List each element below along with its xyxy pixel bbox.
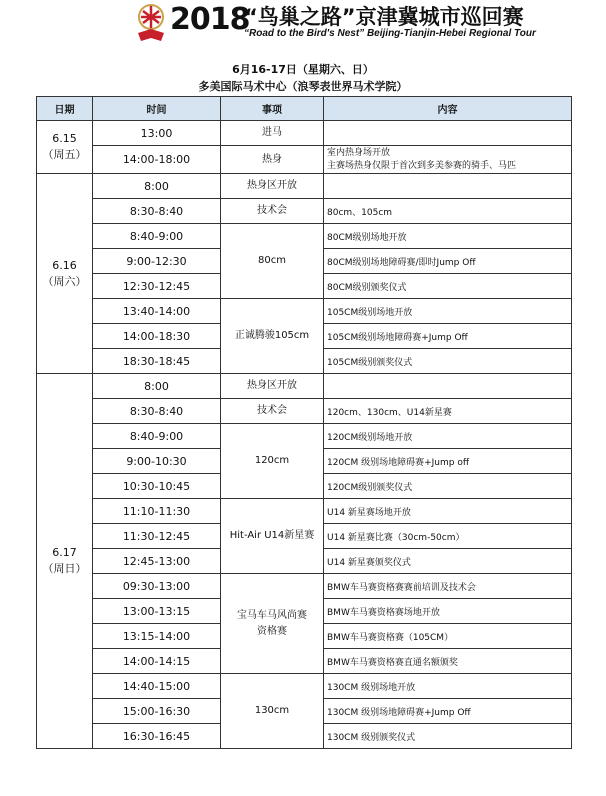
table-row	[37, 399, 572, 424]
day-cell	[37, 174, 93, 374]
table-header-row	[37, 97, 572, 121]
time-cell: 15:00-16:30	[93, 699, 221, 724]
time-cell: 8:40-9:00	[93, 424, 221, 449]
time-cell: 8:30-8:40	[93, 399, 221, 424]
content-cell: 80CM级别颁奖仪式	[324, 274, 572, 299]
day-cell	[37, 374, 93, 749]
event-cell: 技术会	[221, 399, 324, 424]
time-cell: 14:40-15:00	[93, 674, 221, 699]
content-cell: 105CM级别场地开放	[324, 299, 572, 324]
content-line: 室内热身场开放	[327, 147, 391, 158]
content-cell: BMW车马赛资格赛直通名额颁奖	[324, 649, 572, 674]
event-cell: 120cm	[221, 424, 324, 499]
content-cell: U14 新星赛场地开放	[324, 499, 572, 524]
column-header-content: 内容	[324, 97, 572, 121]
column-header-time: 时间	[93, 97, 221, 121]
table-row	[37, 299, 572, 324]
day-weekday: （周六）	[42, 274, 87, 288]
content-cell	[324, 146, 572, 174]
event-cell: 80cm	[221, 224, 324, 299]
day-date: 6.16	[52, 258, 77, 272]
time-cell: 18:30-18:45	[93, 349, 221, 374]
content-cell: 105CM级别场地障碍赛+Jump Off	[324, 324, 572, 349]
table-row	[37, 674, 572, 699]
content-cell: 130CM 级别场地开放	[324, 674, 572, 699]
content-cell: 120cm、130cm、U14新星赛	[324, 399, 572, 424]
time-cell: 13:00-13:15	[93, 599, 221, 624]
event-cell	[221, 574, 324, 674]
table-row	[37, 174, 572, 199]
schedule-table	[36, 96, 572, 749]
content-line: 主赛场热身仅限于首次到多美参赛的骑手、马匹	[327, 160, 517, 171]
event-cell: 技术会	[221, 199, 324, 224]
content-cell: 130CM 级别场地障碍赛+Jump Off	[324, 699, 572, 724]
time-cell: 13:00	[93, 121, 221, 146]
event-venue: 多美国际马术中心（浪琴表世界马术学院）	[198, 80, 408, 93]
time-cell: 10:30-10:45	[93, 474, 221, 499]
table-row	[37, 499, 572, 524]
time-cell: 8:30-8:40	[93, 199, 221, 224]
time-cell: 14:00-18:30	[93, 324, 221, 349]
time-cell: 8:00	[93, 174, 221, 199]
event-line: 宝马车马风尚赛	[237, 609, 307, 621]
day-date: 6.15	[52, 132, 77, 145]
content-cell	[324, 174, 572, 199]
time-cell: 12:45-13:00	[93, 549, 221, 574]
content-cell: 120CM级别场地开放	[324, 424, 572, 449]
event-dates: 6月16-17日（星期六、日）	[232, 63, 374, 76]
bird-nest-logo-icon	[134, 3, 168, 43]
content-cell: 105CM级别颁奖仪式	[324, 349, 572, 374]
day-cell	[37, 121, 93, 174]
table-row	[37, 146, 572, 174]
time-cell: 9:00-10:30	[93, 449, 221, 474]
content-cell: 130CM 级别颁奖仪式	[324, 724, 572, 749]
time-cell: 12:30-12:45	[93, 274, 221, 299]
event-cell: 热身区开放	[221, 174, 324, 199]
time-cell: 13:15-14:00	[93, 624, 221, 649]
column-header-date: 日期	[37, 97, 93, 121]
time-cell: 8:40-9:00	[93, 224, 221, 249]
event-cell: 热身区开放	[221, 374, 324, 399]
content-cell: BMW车马赛资格赛场地开放	[324, 599, 572, 624]
time-cell: 14:00-14:15	[93, 649, 221, 674]
table-row	[37, 199, 572, 224]
page-header	[0, 0, 606, 58]
table-row	[37, 121, 572, 146]
day-weekday: （周五）	[42, 148, 87, 161]
content-cell: U14 新星赛颁奖仪式	[324, 549, 572, 574]
content-cell: BMW车马赛资格赛（105CM）	[324, 624, 572, 649]
day-weekday: （周日）	[42, 562, 87, 575]
time-cell: 14:00-18:00	[93, 146, 221, 174]
event-title-english: “Road to the Bird's Nest” Beijing-Tianjin-Hebei Regional Tour	[244, 28, 536, 39]
content-cell: U14 新星赛比赛（30cm-50cm）	[324, 524, 572, 549]
content-cell: BMW车马赛资格赛赛前培训及技术会	[324, 574, 572, 599]
event-cell: 热身	[221, 146, 324, 174]
table-row	[37, 424, 572, 449]
column-header-event: 事项	[221, 97, 324, 121]
time-cell: 11:30-12:45	[93, 524, 221, 549]
table-row	[37, 574, 572, 599]
content-cell: 80cm、105cm	[324, 199, 572, 224]
event-title-chinese: “鸟巢之路”京津冀城市巡回赛	[244, 5, 524, 29]
time-cell: 9:00-12:30	[93, 249, 221, 274]
content-cell: 120CM级别颁奖仪式	[324, 474, 572, 499]
time-cell: 09:30-13:00	[93, 574, 221, 599]
content-cell: 80CM级别场地障碍赛/即时Jump Off	[324, 249, 572, 274]
event-line: 资格赛	[257, 625, 287, 637]
time-cell: 8:00	[93, 374, 221, 399]
event-cell: 正诚腾骏105cm	[221, 299, 324, 374]
time-cell: 16:30-16:45	[93, 724, 221, 749]
event-cell: 130cm	[221, 674, 324, 749]
content-cell	[324, 121, 572, 146]
event-cell: Hit-Air U14新星赛	[221, 499, 324, 574]
content-cell: 80CM级别场地开放	[324, 224, 572, 249]
year-label: 2018	[170, 2, 250, 37]
content-cell: 120CM 级别场地障碍赛+Jump off	[324, 449, 572, 474]
day-date: 6.17	[52, 546, 77, 559]
content-cell	[324, 374, 572, 399]
time-cell: 13:40-14:00	[93, 299, 221, 324]
table-row	[37, 224, 572, 249]
event-cell: 进马	[221, 121, 324, 146]
table-row	[37, 374, 572, 399]
time-cell: 11:10-11:30	[93, 499, 221, 524]
